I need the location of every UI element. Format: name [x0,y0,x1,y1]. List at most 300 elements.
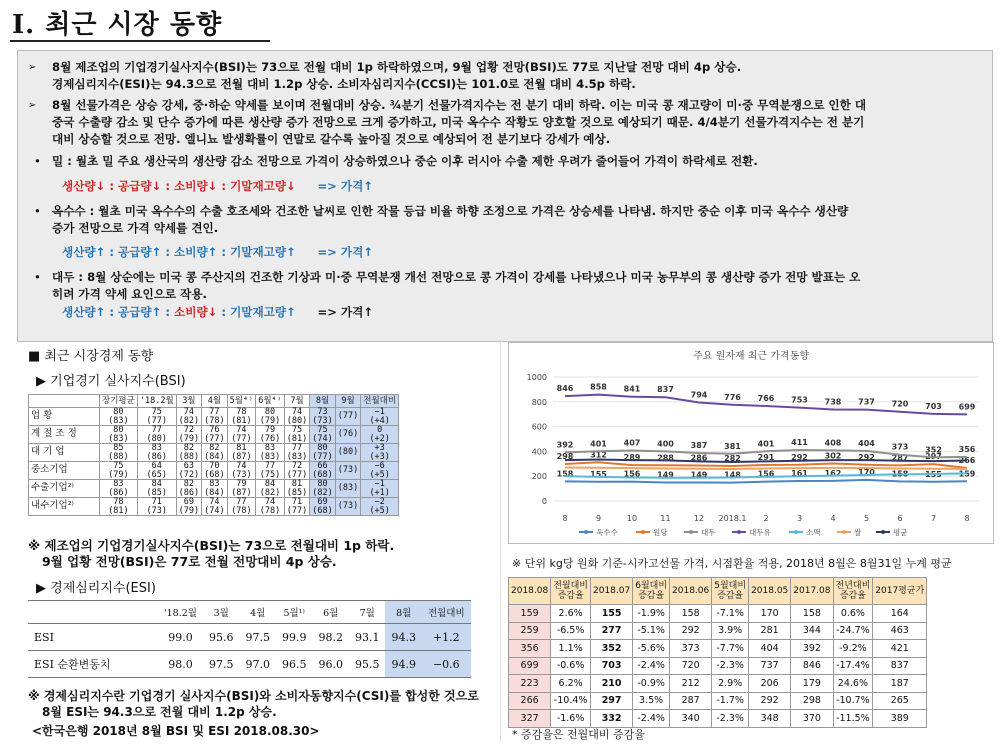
table-header-cell: 2018.06 [670,578,712,605]
note-text: ※ 경제심리지수란 기업경기 실사지수(BSI)와 소비자동향지수(CSI)를 합성한 것으로 [28,689,479,703]
data-label: 841 [623,384,641,394]
table-cell: −1 (+4) [361,408,399,426]
table-cell: 81 (85) [284,480,309,498]
table-cell: 292 [670,622,712,640]
table-cell: 80 (79) [256,408,285,426]
table-cell: 77 (78) [227,498,256,516]
wheat-equation [62,178,982,195]
table-cell: 265 [873,692,927,710]
note-text: ※ 제조업의 기업경기실사지수(BSI)는 73으로 전월대비 1p 하락. [28,538,395,553]
table-row [29,480,399,498]
table-cell: -2.3% [712,657,749,675]
bullet-text: 대두 : 8월 상순에는 미국 콩 주산지의 건조한 기상과 미·중 무역분쟁 개선 전망으로 콩 가격이 강세를 나타냈으나 미국 농무부의 콩 생산량 증가 전망 발표는 오 [52,270,861,284]
equation-text: 생산량↑ : 공급량↑ : 소비량↑ : 기말재고량↑ [62,245,296,259]
table-cell: 3.9% [712,622,749,640]
legend-marker [842,530,846,534]
data-label: 387 [690,441,708,451]
table-cell: −1 (+1) [361,480,399,498]
table-cell: 77 (80) [137,426,176,444]
table-cell: 80 (83) [100,426,138,444]
bullet-text: 경제심리지수(ESI)는 94.3으로 전월 대비 1.2p 상승. 소비자심리지수(CCSI)는 101.0로 전월 대비 4.5p 하락. [52,77,636,91]
table-cell: 187 [873,675,927,693]
data-label: 292 [791,452,808,462]
table-cell: 97.5 [203,651,240,678]
x-tick-label: 8 [562,514,568,523]
table-cell: 80 (77) [310,444,335,462]
table-header-row [509,578,927,605]
bullet-text: 중국 수출량 감소 및 단수 증가에 따른 생산량 증가 전망으로 크게 증가하고, 미국 옥수수 작황도 양호할 것으로 예상되기 때문. 4/4분기 선물가격지수는 전 분기 [52,115,865,129]
data-label: 312 [590,450,607,460]
table-cell: -1.6% [551,710,591,728]
table-note: * 증감율은 전월대비 증감율 [512,728,645,741]
table-cell: 421 [873,640,927,658]
table-cell: 266 [509,692,551,710]
table-cell: 344 [791,622,833,640]
table-cell: 71 (77) [284,498,309,516]
table-cell: 96.5 [276,651,313,678]
table-header-cell: 전월대비 증감율 [551,578,591,605]
table-header-cell: 전월대비 [361,395,399,408]
table-cell: 74 (74) [202,498,227,516]
table-header-cell: 전년대비 증감율 [833,578,873,605]
table-header-cell: 2018.07 [591,578,633,605]
table-cell: 389 [873,710,927,728]
table-header-cell: 5월대비 증감율 [712,578,749,605]
chart-note: ※ 단위 kg당 원화 기준-시카고선물 가격, 시점환율 적용, 2018년 8월은 8월31일 누계 평균 [512,557,952,570]
data-label: 291 [757,452,775,462]
table-header-cell [28,601,158,624]
table-cell: 82 (88) [176,444,201,462]
table-header-cell: 7월 [284,395,309,408]
table-header-cell: 2017평균가 [873,578,927,605]
corn-equation [62,244,982,261]
table-cell: 281 [749,622,791,640]
table-header-cell: 4월 [202,395,227,408]
table-cell: 74 (78) [256,498,285,516]
legend-marker [737,530,741,534]
y-tick-label: 600 [531,422,547,432]
summary-box [17,50,993,342]
price-chart [508,342,994,544]
table-cell: -10.4% [551,692,591,710]
table-cell: −2 (+5) [361,498,399,516]
price-result: => 가격↑ [317,305,374,319]
table-cell: 79 (87) [227,480,256,498]
table-cell: 99.9 [276,624,313,651]
x-tick-label: 8 [964,514,970,523]
data-label: 352 [925,445,942,455]
table-cell: (80) [335,444,360,462]
table-cell: 703 [591,657,633,675]
section-title: ■ 최근 시장경제 동향 [28,349,154,364]
table-cell: +1.2 [422,624,471,651]
table-cell: 74 (73) [227,462,256,480]
bullet-text: 증가 전망으로 가격 약세를 견인. [52,221,219,235]
table-cell: 277 [591,622,633,640]
x-tick-label: 10 [626,514,638,523]
table-cell: 158 [791,605,833,623]
table-cell: -10.7% [833,692,873,710]
table-cell: 74 (82) [176,408,201,426]
data-label: 162 [824,468,842,478]
row-label: 업 황 [29,408,100,426]
legend-label: 옥수수 [596,528,618,537]
table-header-cell: 5월⁴⁾ [227,395,256,408]
esi-note [28,688,479,720]
table-header-cell [29,395,100,408]
data-label: 837 [657,385,674,395]
y-tick-label: 400 [531,447,547,457]
table-cell: -7.7% [712,640,749,658]
table-row [29,498,399,516]
legend-label: 원당 [653,528,668,537]
y-tick-label: 800 [531,397,547,407]
table-cell: 75 (77) [137,408,176,426]
table-cell: 170 [749,605,791,623]
table-header-cell: 5월¹⁾ [276,601,313,624]
chart-title: 주요 원자재 최근 가격동향 [693,351,809,362]
table-row [28,651,471,678]
bullet-corn [28,203,982,237]
table-cell: 80 (82) [310,480,335,498]
table-cell: 297 [591,692,633,710]
data-label: 794 [690,390,708,400]
legend-marker [794,530,798,534]
y-tick-label: 1000 [526,373,547,382]
table-cell: 78 (81) [100,498,138,516]
table-cell: 210 [591,675,633,693]
x-tick-label: 3 [796,514,803,523]
table-cell: 837 [873,657,927,675]
table-cell: -2.4% [633,657,670,675]
table-cell: 24.6% [833,675,873,693]
bullet-text: 8월 선물가격은 상승 강세, 중·하순 약세를 보이며 전월대비 상승. ¾분기 선물가격지수는 전 분기 대비 하락. 이는 미국 콩 재고량이 미·중 무역분쟁으로 인한 대 [52,98,867,112]
legend-marker [689,530,693,534]
table-cell: 96.0 [312,651,349,678]
x-tick-label: 7 [930,514,937,523]
x-tick-label: 6 [897,514,903,523]
y-tick-label: 0 [541,497,547,506]
data-label: 411 [791,438,808,448]
table-cell: 94.9 [385,651,422,678]
table-cell: 69 (79) [176,498,201,516]
data-label: 159 [958,469,976,479]
table-cell: 463 [873,622,927,640]
legend-label: 평균 [893,528,908,537]
table-cell: 69 (68) [310,498,335,516]
table-cell: 223 [509,675,551,693]
row-label: 계 절 조 정 [29,426,100,444]
table-row [29,444,399,462]
table-cell: 80 (83) [100,408,138,426]
source-citation: <한국은행 2018년 8월 BSI 및 ESI 2018.08.30> [32,724,320,738]
x-tick-label: 9 [595,514,602,523]
equation-text: : 기말재고량↑ [217,305,296,319]
table-header-cell: 6월⁴⁾ [256,395,285,408]
table-cell: -2.4% [633,710,670,728]
table-cell: 79 (76) [256,426,285,444]
dot-bullet-icon: • [34,270,41,284]
x-tick-label: 2 [763,514,769,523]
data-label: 404 [858,438,875,448]
data-label: 738 [824,397,842,407]
row-label: 중소기업 [29,462,100,480]
data-label: 766 [757,394,775,404]
price-chart-svg [509,343,993,543]
table-cell: 356 [509,640,551,658]
table-cell: 2.9% [712,675,749,693]
legend-marker [881,530,885,534]
data-label: 158 [891,469,909,479]
table-header-cell: 8월 [310,395,335,408]
table-cell: 83 (83) [256,444,285,462]
table-cell: -0.9% [633,675,670,693]
table-cell: 73 (73) [310,408,335,426]
equation-text: 생산량↑ : 공급량↑ : [62,305,175,319]
table-cell: 77 (78) [202,408,227,426]
table-cell: −0.6 [422,651,471,678]
data-label: 266 [958,456,976,466]
table-cell: 99.0 [158,624,203,651]
table-cell: 158 [670,605,712,623]
table-header-cell: 전월대비 [422,601,471,624]
table-cell: 404 [749,640,791,658]
x-tick-label: 4 [830,514,836,523]
note-text: 9월 업황 전망(BSI)은 77로 전월 전망대비 4p 상승. [42,554,337,569]
data-label: 155 [925,469,942,479]
data-label: 720 [891,399,909,409]
table-row [509,640,927,658]
table-cell: (73) [335,462,360,480]
data-label: 155 [590,469,607,479]
arrow-bullet-icon: ➢ [28,62,37,73]
table-header-cell: 2018.08 [509,578,551,605]
data-label: 170 [858,467,875,477]
data-label: 158 [556,469,574,479]
equation-text: 소비량↓ [174,305,218,319]
equation-text: 생산량↓ : 공급량↓ : 소비량↓ : 기말재고량↓ [62,179,296,193]
y-tick-label: 200 [531,472,547,482]
table-cell: 63 (72) [176,462,201,480]
table-cell: 3.5% [633,692,670,710]
table-cell: 75 (74) [310,426,335,444]
price-table [508,577,927,728]
legend-label: 소맥 [806,528,821,537]
table-row [509,622,927,640]
table-cell: 259 [509,622,551,640]
data-label: 407 [623,438,641,448]
table-row [509,710,927,728]
table-header-row [29,395,399,408]
price-result: => 가격↑ [317,179,374,193]
table-cell: 298 [791,692,833,710]
bullet-text: 밀 : 월초 밀 주요 생산국의 생산량 감소 전망으로 가격이 상승하였으나 중순 이후 러시아 수출 제한 우려가 줄어들어 가격이 하락세로 전환. [52,154,758,168]
table-cell: 95.5 [349,651,386,678]
table-cell: -11.5% [833,710,873,728]
table-cell: 737 [749,657,791,675]
table-cell: 212 [670,675,712,693]
table-cell: -1.7% [712,692,749,710]
data-label: 858 [590,382,607,392]
data-label: 297 [925,452,942,462]
data-label: 149 [657,470,674,480]
table-cell: 0.6% [833,605,873,623]
data-label: 282 [724,454,741,464]
table-cell: 75 (79) [100,462,138,480]
soy-equation [62,304,982,321]
table-header-cell: '18.2월 [158,601,203,624]
table-cell: 352 [591,640,633,658]
table-cell: 81 (87) [227,444,256,462]
table-header-cell: 4월 [239,601,276,624]
table-cell: 72 (79) [176,426,201,444]
data-label: 753 [791,395,808,405]
table-cell: 76 (77) [202,426,227,444]
table-row [509,675,927,693]
table-cell: 292 [749,692,791,710]
title-underline [10,40,270,42]
table-header-cell: 7월 [349,601,386,624]
table-row [509,692,927,710]
table-header-cell: 3월 [176,395,201,408]
table-cell: 98.2 [312,624,349,651]
table-row [29,408,399,426]
bullet-text: 히려 가격 약세 요인으로 작용. [52,287,207,301]
legend-marker [641,530,645,534]
table-cell: 71 (73) [137,498,176,516]
dot-bullet-icon: • [34,204,41,218]
data-label: 289 [623,453,641,463]
data-label: 156 [757,469,775,479]
bullet-wheat [28,153,982,170]
data-label: 148 [724,470,741,480]
data-label: 302 [824,451,842,461]
row-label: 대 기 업 [29,444,100,462]
table-row [29,462,399,480]
bsi-subtitle: ▶ 기업경기 실사지수(BSI) [36,374,186,389]
table-cell: 77 (75) [256,462,285,480]
table-row [28,624,471,651]
table-cell: −6 (+5) [361,462,399,480]
table-header-cell: 6월 [312,601,349,624]
data-label: 408 [824,438,842,448]
table-header-cell: 8월 [385,601,422,624]
table-cell: 720 [670,657,712,675]
table-cell: -2.3% [712,710,749,728]
table-cell: -5.1% [633,622,670,640]
table-cell: 84 (85) [137,480,176,498]
table-cell: -9.2% [833,640,873,658]
table-cell: 179 [791,675,833,693]
table-cell: 370 [791,710,833,728]
table-cell: 2.6% [551,605,591,623]
table-cell: 82 (86) [176,480,201,498]
table-cell: (73) [335,498,360,516]
data-label: 149 [690,470,708,480]
data-label: 373 [891,442,909,452]
table-cell: +3 (+3) [361,444,399,462]
data-label: 392 [556,440,574,450]
x-tick-label: 12 [693,514,705,523]
row-label: 수출기업²⁾ [29,480,100,498]
data-label: 287 [891,453,909,463]
bullet-text: 8월 제조업의 기업경기실사지수(BSI)는 73으로 전월 대비 1p 하락하였으며, 9월 업황 전망(BSI)도 77로 지난달 전망 대비 4p 상승. [52,60,742,74]
table-cell: 94.3 [385,624,422,651]
table-cell: 74 (77) [227,426,256,444]
table-cell: 155 [591,605,633,623]
x-tick-label: 2018.1 [718,514,747,523]
table-header-cell: 2017.08 [791,578,833,605]
table-row [509,657,927,675]
table-cell: 846 [791,657,833,675]
esi-table [28,600,471,678]
table-cell: 699 [509,657,551,675]
data-label: 776 [724,392,741,402]
table-cell: 332 [591,710,633,728]
table-cell: -0.6% [551,657,591,675]
bullet-text: 대비 상승할 것으로 전망. 엘니뇨 발생확률이 연말로 갈수록 높아질 것으로 예상되어 전 분기보다 강세가 예상. [52,132,611,146]
legend-marker [584,530,588,534]
data-label: 737 [858,397,875,407]
row-label: ESI [28,624,158,651]
series-line-쌀 [565,468,967,469]
table-cell: 74 (80) [284,408,309,426]
table-cell: 97.0 [239,651,276,678]
row-label: 내수기업²⁾ [29,498,100,516]
data-label: 161 [791,469,808,479]
bsi-table [28,394,399,516]
note-text: 8월 ESI는 94.3으로 전월 대비 1.2p 상승. [42,705,277,719]
table-cell: -5.6% [633,640,670,658]
table-cell: 164 [873,605,927,623]
table-cell: 83 (86) [100,480,138,498]
bullet-futures [28,97,982,148]
column-divider [500,340,501,742]
table-cell: -7.1% [712,605,749,623]
esi-subtitle: ▶ 경제심리지수(ESI) [36,581,156,596]
table-header-cell: 장기평균 [100,395,138,408]
legend-label: 쌀 [854,528,862,537]
table-cell: -1.9% [633,605,670,623]
table-cell: -17.4% [833,657,873,675]
table-cell: 0 (+2) [361,426,399,444]
table-cell: 159 [509,605,551,623]
table-cell: 373 [670,640,712,658]
table-header-cell: '18.2월 [137,395,176,408]
table-cell: -24.7% [833,622,873,640]
table-cell: 287 [670,692,712,710]
table-row [509,605,927,623]
table-cell: (76) [335,426,360,444]
table-cell: 98.0 [158,651,203,678]
data-label: 356 [958,444,976,454]
table-cell: 78 (81) [227,408,256,426]
table-cell: 206 [749,675,791,693]
table-row [29,426,399,444]
table-cell: (77) [335,408,360,426]
table-cell: -6.5% [551,622,591,640]
data-label: 381 [724,441,741,451]
data-label: 846 [556,384,574,394]
data-label: 401 [590,439,607,449]
table-cell: 1.1% [551,640,591,658]
table-cell: 95.6 [203,624,240,651]
table-header-cell: 3월 [203,601,240,624]
data-label: 298 [556,452,574,462]
table-cell: 72 (77) [284,462,309,480]
legend-label: 대두 [701,528,716,537]
bsi-note [28,538,394,570]
